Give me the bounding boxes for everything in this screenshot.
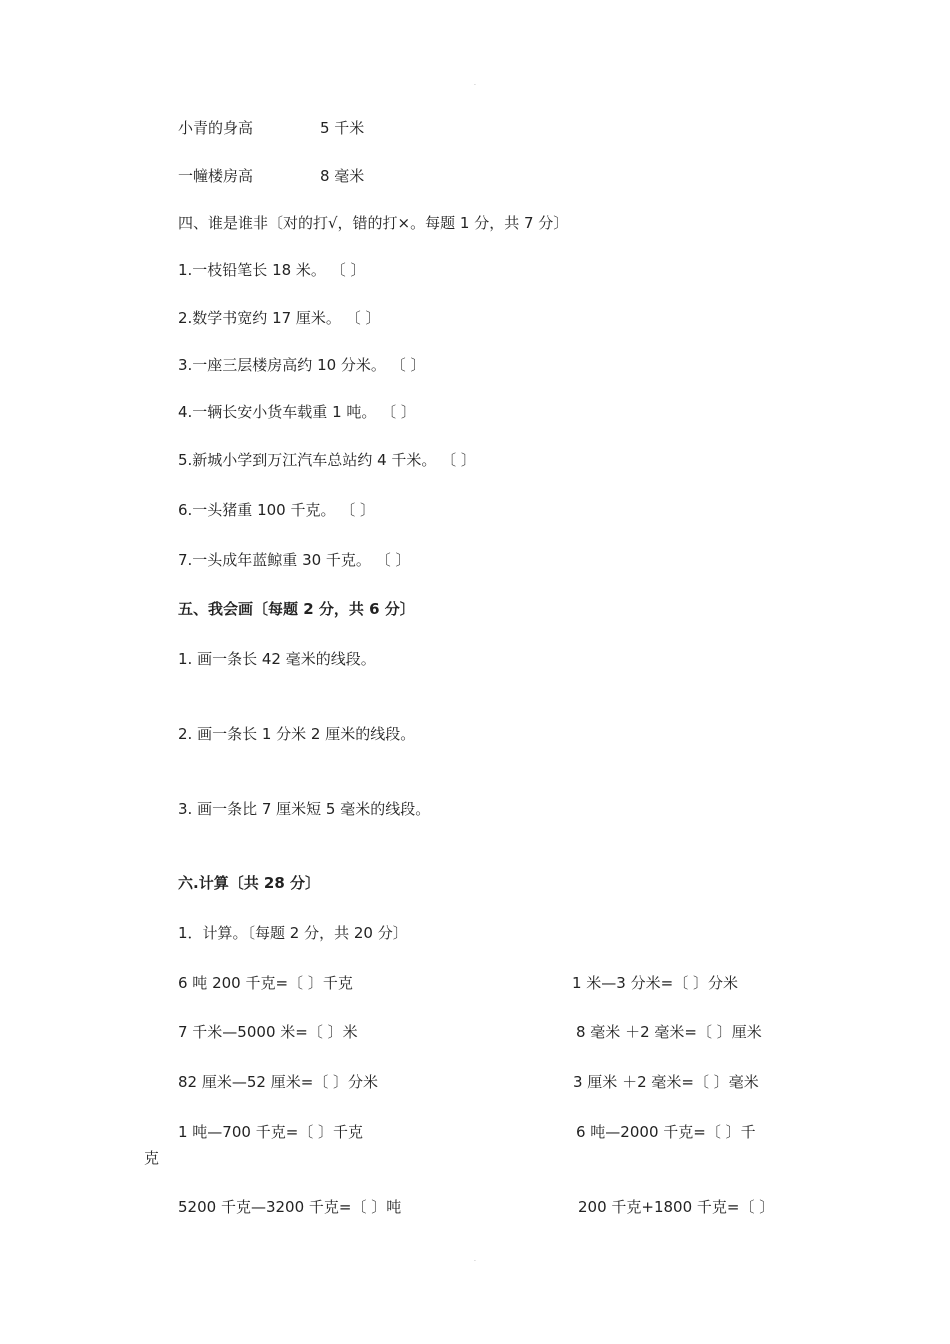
calc-right-item: 8 毫米 ＋2 毫米=〔 〕厘米 — [576, 1023, 762, 1041]
match-row-value: 5 千米 — [320, 119, 365, 137]
drawing-item: 1. 画一条长 42 毫米的线段。 — [178, 650, 376, 668]
calc-left-item: 5200 千克—3200 千克=〔 〕吨 — [178, 1198, 402, 1216]
match-row-label: 小青的身高 — [178, 119, 254, 137]
section6-title: 六.计算〔共 28 分〕 — [178, 874, 321, 892]
calc-right-item: 3 厘米 ＋2 毫米=〔 〕毫米 — [573, 1073, 759, 1091]
calc-right-item: 1 米—3 分米=〔 〕分米 — [572, 974, 738, 992]
footer-dot: . — [474, 1256, 476, 1263]
question-item: 1.一枝铅笔长 18 米。 〔 〕 — [178, 261, 366, 279]
match-row-value: 8 毫米 — [320, 167, 365, 185]
question-item: 3.一座三层楼房高约 10 分米。 〔 〕 — [178, 356, 426, 374]
drawing-item: 2. 画一条长 1 分米 2 厘米的线段。 — [178, 725, 416, 743]
question-item: 6.一头猪重 100 千克。 〔 〕 — [178, 501, 376, 519]
section5-title: 五、我会画〔每题 2 分，共 6 分〕 — [178, 600, 415, 618]
calc-right-item: 200 千克+1800 千克=〔 〕 — [578, 1198, 775, 1216]
match-row-label: 一幢楼房高 — [178, 167, 254, 185]
question-item: 7.一头成年蓝鲸重 30 千克。 〔 〕 — [178, 551, 411, 569]
calc-wrap-char: 克 — [144, 1149, 160, 1167]
question-item: 4.一辆长安小货车载重 1 吨。 〔 〕 — [178, 403, 416, 421]
drawing-item: 3. 画一条比 7 厘米短 5 毫米的线段。 — [178, 800, 431, 818]
header-dot: . — [474, 80, 476, 87]
section4-title: 四、谁是谁非〔对的打√，错的打×。每题 1 分，共 7 分〕 — [178, 214, 569, 232]
calc-left-item: 1 吨—700 千克=〔 〕千克 — [178, 1123, 364, 1141]
calc-right-item: 6 吨—2000 千克=〔 〕千 — [576, 1123, 756, 1141]
question-item: 5.新城小学到万江汽车总站约 4 千米。 〔 〕 — [178, 451, 476, 469]
calc-left-item: 82 厘米—52 厘米=〔 〕分米 — [178, 1073, 379, 1091]
calc-left-item: 6 吨 200 千克=〔 〕千克 — [178, 974, 353, 992]
calc-left-item: 7 千米—5000 米=〔 〕米 — [178, 1023, 358, 1041]
question-item: 2.数学书宽约 17 厘米。 〔 〕 — [178, 309, 381, 327]
section6-subtitle: 1．计算。〔每题 2 分，共 20 分〕 — [178, 924, 408, 942]
